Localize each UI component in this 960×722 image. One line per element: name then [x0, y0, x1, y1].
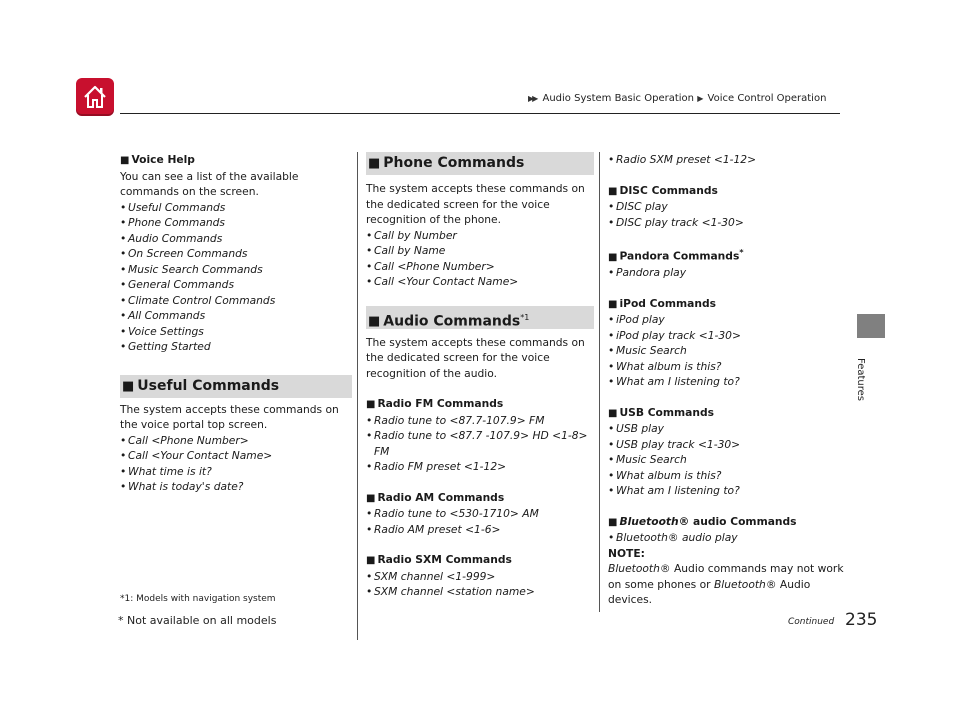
section-heading: ■ iPod Commands: [608, 296, 716, 310]
list-item: • Radio tune to <87.7 -107.9> HD <1-8> FM: [366, 428, 594, 459]
footnote-navigation: *1: Models with navigation system: [120, 594, 276, 604]
page-number: 235: [845, 610, 878, 630]
section-heading: ■ DISC Commands: [608, 183, 718, 197]
arrow-icon: ▶: [697, 94, 702, 103]
list-item: • Call by Name: [366, 243, 594, 259]
list-item: • What album is this?: [608, 468, 844, 484]
bullet-list: [608, 530, 844, 546]
bullet-list: [608, 421, 844, 499]
list-item: • Phone Commands: [120, 215, 352, 231]
square-bullet-icon: ■: [366, 555, 376, 566]
square-bullet-icon: ■: [608, 251, 618, 263]
paragraph: The system accepts these commands on the dedicated screen for the voice recognition of the phone.: [366, 182, 585, 226]
column-left: [120, 152, 352, 495]
section-heading: ■ Pandora Commands*: [608, 248, 744, 263]
column-divider: [599, 152, 600, 612]
list-item: • Voice Settings: [120, 324, 352, 340]
footer-divider: [357, 612, 358, 640]
list-item: • Call <Phone Number>: [366, 259, 594, 275]
note-label: NOTE:: [608, 546, 645, 560]
list-item: • Radio SXM preset <1-12>: [608, 152, 844, 168]
paragraph: The system accepts these commands on the dedicated screen for the voice recognition of the audio.: [366, 335, 585, 380]
section-heading: ■ Radio AM Commands: [366, 490, 505, 504]
list-item: • Call by Number: [366, 228, 594, 244]
section-band: ■ Useful Commands: [120, 375, 352, 398]
square-bullet-icon: ■: [368, 314, 381, 330]
list-item: • Call <Your Contact Name>: [120, 448, 352, 464]
bullet-list: [608, 152, 844, 168]
column-middle: [366, 152, 594, 600]
bullet-list: [608, 312, 844, 390]
list-item: • All Commands: [120, 308, 352, 324]
bullet-list: [120, 433, 352, 495]
list-item: • What is today's date?: [120, 479, 352, 495]
list-item: • Radio AM preset <1-6>: [366, 522, 594, 538]
bullet-list: [366, 413, 594, 475]
bullet-list: [608, 199, 844, 230]
list-item: • On Screen Commands: [120, 246, 352, 262]
square-bullet-icon: ■: [608, 185, 618, 197]
list-item: • iPod play: [608, 312, 844, 328]
list-item: • General Commands: [120, 277, 352, 293]
column-divider: [357, 152, 358, 612]
paragraph: You can see a list of the available commands on the screen.: [120, 169, 299, 198]
breadcrumb: [528, 93, 826, 104]
list-item: • Pandora play: [608, 265, 844, 281]
list-item: • Getting Started: [120, 339, 352, 355]
section-heading: ■ Voice Help: [120, 153, 195, 166]
section-heading: ■ Radio FM Commands: [366, 397, 504, 410]
square-bullet-icon: ■: [366, 492, 376, 504]
section-heading: ■ USB Commands: [608, 405, 714, 419]
side-tab[interactable]: [857, 314, 885, 338]
arrow-icon: ▶▶: [528, 94, 537, 103]
square-bullet-icon: ■: [120, 155, 130, 166]
list-item: • DISC play: [608, 199, 844, 215]
list-item: • Call <Your Contact Name>: [366, 274, 594, 290]
list-item: • Bluetooth® audio play: [608, 530, 844, 546]
list-item: • USB play track <1-30>: [608, 437, 844, 453]
list-item: • SXM channel <station name>: [366, 584, 594, 600]
side-tab-label: Features: [855, 358, 866, 401]
list-item: • Useful Commands: [120, 200, 352, 216]
list-item: • SXM channel <1-999>: [366, 569, 594, 585]
breadcrumb-link-voice[interactable]: Voice Control Operation: [707, 93, 827, 104]
header-rule: [120, 113, 840, 114]
bullet-list: [366, 506, 594, 537]
section-band: ■ Audio Commands$^{*1}$: [366, 306, 594, 329]
continued-label: Continued: [788, 617, 835, 627]
square-bullet-icon: ■: [122, 378, 135, 394]
square-bullet-icon: ■: [608, 298, 618, 310]
list-item: • DISC play track <1-30>: [608, 215, 844, 231]
paragraph: The system accepts these commands on the voice portal top screen.: [120, 402, 339, 431]
footnote-not-available: * Not available on all models: [118, 614, 277, 627]
square-bullet-icon: ■: [608, 516, 618, 528]
section-band: ■ Phone Commands: [366, 152, 594, 175]
list-item: • Music Search: [608, 343, 844, 359]
column-right: [608, 152, 844, 608]
section-heading: ■ Bluetooth® audio Commands: [608, 514, 797, 528]
home-icon: [81, 83, 109, 111]
section-heading: ■ Radio SXM Commands: [366, 553, 512, 566]
bullet-list: [366, 228, 594, 290]
list-item: • Music Search: [608, 452, 844, 468]
note-text: Bluetooth® Audio commands may not work on some phones or Bluetooth® Audio devices.: [608, 562, 844, 607]
list-item: • What am I listening to?: [608, 483, 844, 499]
list-item: • Radio tune to <530-1710> AM: [366, 506, 594, 522]
list-item: • iPod play track <1-30>: [608, 328, 844, 344]
list-item: • Call <Phone Number>: [120, 433, 352, 449]
list-item: • Music Search Commands: [120, 262, 352, 278]
list-item: • Radio tune to <87.7-107.9> FM: [366, 413, 594, 429]
list-item: • Climate Control Commands: [120, 293, 352, 309]
bullet-list: [366, 569, 594, 600]
list-item: • What time is it?: [120, 464, 352, 480]
bullet-list: [120, 200, 352, 355]
breadcrumb-link-audio[interactable]: Audio System Basic Operation: [542, 93, 694, 104]
square-bullet-icon: ■: [366, 399, 376, 410]
bullet-list: [608, 265, 844, 281]
square-bullet-icon: ■: [608, 407, 618, 419]
home-button[interactable]: [76, 78, 114, 116]
list-item: • Audio Commands: [120, 231, 352, 247]
square-bullet-icon: ■: [368, 156, 381, 171]
list-item: • What album is this?: [608, 359, 844, 375]
list-item: • What am I listening to?: [608, 374, 844, 390]
list-item: • USB play: [608, 421, 844, 437]
list-item: • Radio FM preset <1-12>: [366, 459, 594, 475]
